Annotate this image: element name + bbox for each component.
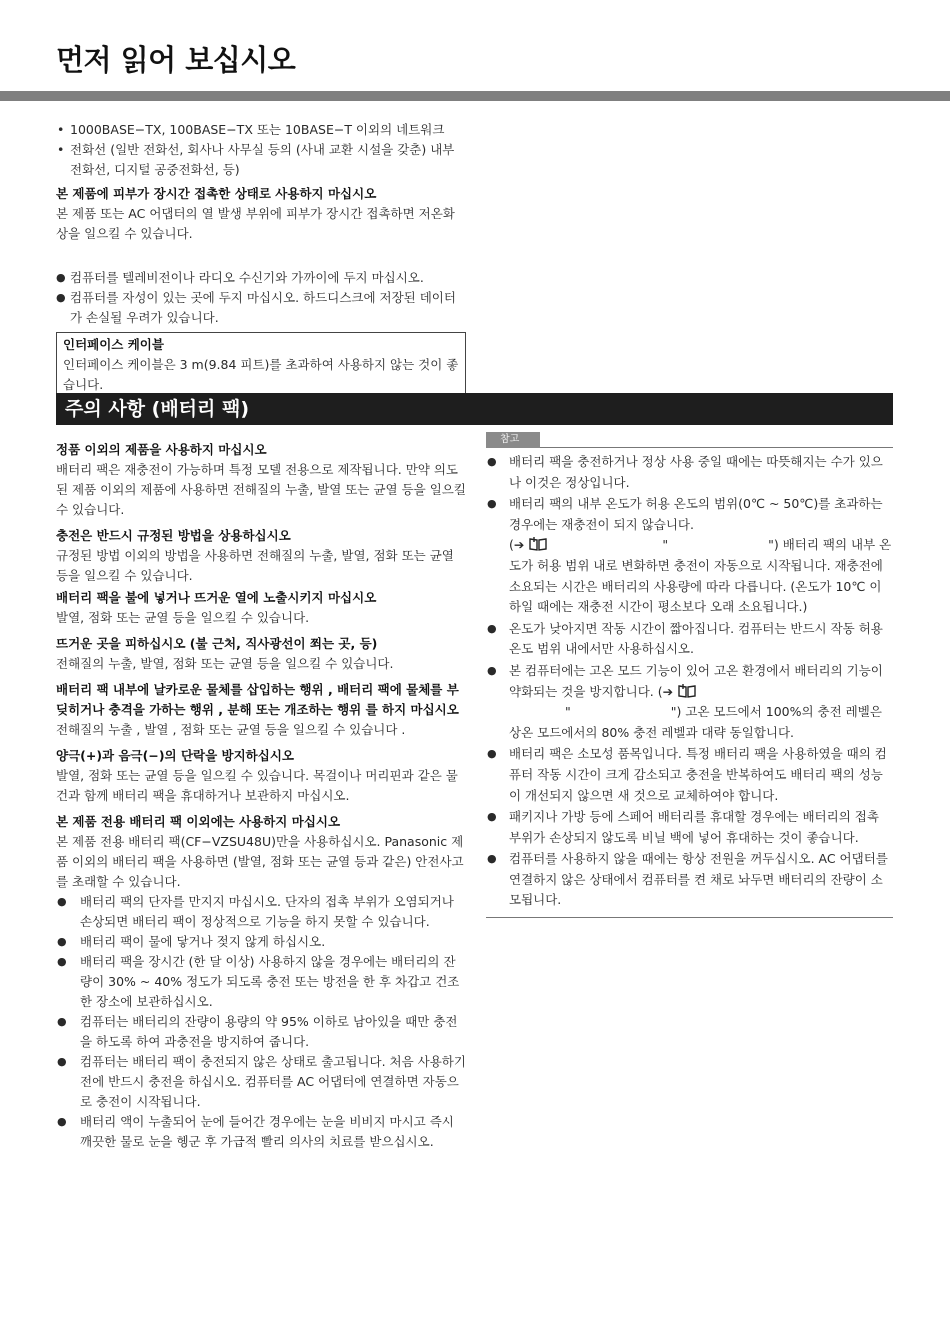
- list-item: ● 컴퓨터는 배터리 팩이 충전되지 않은 상태로 출고됩니다. 처음 사용하기 전에 반드시 충전을 하십시오. 컴퓨터를 AC 어댑터에 연결하면 자동으로 충전이 시작됩니다.: [56, 1052, 466, 1112]
- book-icon: [677, 684, 697, 698]
- ref-quote: ": [662, 537, 669, 553]
- list-item: ● 배터리 팩의 단자를 만지지 마십시오. 단자의 접촉 부위가 오염되거나 손상되면 배터리 팩이 정상적으로 기능을 하지 못할 수 있습니다.: [56, 892, 466, 932]
- note-header: [486, 432, 893, 448]
- list-item: ● 컴퓨터를 텔레비전이나 라디오 수신기와 가까이에 두지 마십시오.: [56, 268, 466, 288]
- note-list: [486, 452, 893, 911]
- skin-heading: 본 제품에 피부가 장시간 접촉한 상태로 사용하지 마십시오: [56, 186, 377, 201]
- list-item: • 전화선 (일반 전화선, 회사나 사무실 등의 (사내 교환 시설을 갖춘) 내부 전화선, 디지털 공중전화선, 등): [56, 140, 466, 180]
- list-item: ● 컴퓨터는 배터리의 잔량이 용량의 약 95% 이하로 남아있을 때만 충전을 하도록 하여 과충전을 방지하여 줍니다.: [56, 1012, 466, 1052]
- item-text: 발열, 점화 또는 균열 등을 일으킬 수 있습니다.: [56, 610, 310, 625]
- interface-cable-box: [56, 332, 466, 400]
- list-item: [486, 494, 893, 618]
- list-item: ● 컴퓨터를 사용하지 않을 때에는 항상 전원을 꺼두십시오. AC 어댑터를 연결하지 않은 상태에서 컴퓨터를 켠 채로 놔두면 배터리의 잔량이 소모됩니다.: [486, 849, 893, 911]
- list-item: ● 배터리 액이 누출되어 눈에 들어간 경우에는 눈을 비비지 마시고 즉시 깨끗한 물로 눈을 헹군 후 가급적 빨리 의사의 치료를 받으십시오.: [56, 1112, 466, 1152]
- ref-quote: "): [670, 704, 682, 720]
- left-column: [56, 438, 466, 1152]
- item-text: 전해질의 누출, 발열, 점화 또는 균열 등을 일으킬 수 있습니다.: [56, 656, 394, 671]
- item-heading: 충전은 반드시 규정된 방법을 상용하십시오: [56, 528, 291, 543]
- list-item: ● 배터리 팩을 충전하거나 정상 사용 중일 때에는 따뜻해지는 수가 있으나 이것은 정상입니다.: [486, 452, 893, 493]
- item-heading: 배터리 팩 내부에 날카로운 물체를 삽입하는 행위 , 배터리 팩에 물체를 부딪히거나 충격을 가하는 행위 , 분해 또는 개조하는 행위 를 하지 마십시오: [56, 682, 459, 717]
- note-tag: 참고: [486, 432, 540, 448]
- note-text: 배터리 팩의 내부 온도가 허용 범위 내로 변화하면 충전이 자동으로 시작됩니다. 재충전에 소요되는 시간은 배터리의 사용량에 따라 다릅니다. (온도가 10℃ 이하일 때에는 재충전 시간이 평소보다 오래 소요됩니다.): [509, 537, 892, 615]
- note-text: 본 컴퓨터에는 고온 모드 기능이 있어 고온 환경에서 배터리의 기능이 약화되는 것을 방지합니다.: [509, 662, 883, 699]
- list-item: ● 배터리 팩이 물에 닿거나 젖지 않게 하십시오.: [56, 932, 466, 952]
- ref-arrow: (➔: [657, 683, 674, 699]
- item-text: 전해질의 누출 , 발열 , 점화 또는 균열 등을 일으킬 수 있습니다 .: [56, 722, 406, 737]
- placement-list: [56, 268, 466, 328]
- ref-arrow: (➔: [509, 537, 525, 553]
- note-text: 고온 모드에서 100%의 충전 레벨은 상온 모드에서의 80% 충전 레벨과 대략 동일합니다.: [509, 704, 882, 740]
- box-text: 인터페이스 케이블은 3 m(9.84 피트)를 초과하여 사용하지 않는 것이 좋습니다.: [63, 357, 459, 392]
- network-list: [56, 120, 466, 180]
- item-heading: 뜨거운 곳을 피하십시오 (불 근처, 직사광선이 쬐는 곳, 등): [56, 636, 378, 651]
- battery-bullet-list: [56, 892, 466, 1152]
- ref-quote: ": [565, 704, 571, 720]
- list-item: • 1000BASE−TX, 100BASE−TX 또는 10BASE−T 이외의 네트워크: [56, 120, 466, 140]
- section-title: 주의 사항 (배터리 팩): [56, 393, 893, 425]
- list-item: ● 온도가 낮아지면 작동 시간이 짧아집니다. 컴퓨터는 반드시 작동 허용온도 범위 내에서만 사용하십시오.: [486, 619, 893, 660]
- item-text: 배터리 팩은 재충전이 가능하며 특정 모델 전용으로 제작됩니다. 만약 의도된 제품 이외의 제품에 사용하면 전해질의 누출, 발열 또는 균열 등을 일으킬 수 있습니다.: [56, 462, 466, 517]
- item-heading: 양극(+)과 음극(−)의 단락을 방지하십시오: [56, 748, 294, 763]
- list-item: [486, 661, 893, 743]
- note-text: 배터리 팩의 내부 온도가 허용 온도의 범위(0℃ ~ 50℃)를 초과하는 경우에는 재충전이 되지 않습니다.: [509, 496, 883, 532]
- box-title: 인터페이스 케이블: [63, 337, 164, 352]
- ref-quote: "): [768, 537, 779, 553]
- list-item: ● 컴퓨터를 자성이 있는 곳에 두지 마십시오. 하드디스크에 저장된 데이터가 손실될 우려가 있습니다.: [56, 288, 466, 328]
- book-icon: [528, 537, 548, 551]
- skin-text: 본 제품 또는 AC 어댑터의 열 발생 부위에 피부가 장시간 접촉하면 저온화상을 일으킬 수 있습니다.: [56, 206, 455, 241]
- item-text: 본 제품 전용 배터리 팩(CF−VZSU48U)만을 사용하십시오. Panasonic 제품 이외의 배터리 팩을 사용하면 (발열, 점화 또는 균열 등과 같은) 안전사고를 초래할 수 있습니다.: [56, 834, 464, 889]
- item-heading: 본 제품 전용 배터리 팩 이외에는 사용하지 마십시오: [56, 814, 341, 829]
- list-item: ● 배터리 팩을 장시간 (한 달 이상) 사용하지 않을 경우에는 배터리의 잔량이 30% ~ 40% 정도가 되도록 충전 또는 방전을 한 후 차갑고 건조한 장소에 보관하십시오.: [56, 952, 466, 1012]
- note-footer-rule: [486, 917, 893, 918]
- item-heading: 정품 이외의 제품을 사용하지 마십시오: [56, 442, 267, 457]
- list-item: ● 배터리 팩은 소모성 품목입니다. 특정 배터리 팩을 사용하였을 때의 컴퓨터 작동 시간이 크게 감소되고 충전을 반복하여도 배터리 팩의 성능이 개선되지 않으면 새 것으로 교체하여야 합니다.: [486, 744, 893, 806]
- item-heading: 배터리 팩을 불에 넣거나 뜨거운 열에 노출시키지 마십시오: [56, 590, 377, 605]
- top-left-column: [56, 120, 466, 400]
- item-text: 규정된 방법 이외의 방법을 사용하면 전해질의 누출, 발열, 점화 또는 균열 등을 일으킬 수 있습니다.: [56, 548, 454, 583]
- right-column: [486, 432, 893, 918]
- item-text: 발열, 점화 또는 균열 등을 일으킬 수 있습니다. 목걸이나 머리핀과 같은 물건과 함께 배터리 팩을 휴대하거나 보관하지 마십시오.: [56, 768, 458, 803]
- list-item: ● 패키지나 가방 등에 스페어 배터리를 휴대할 경우에는 배터리의 접촉 부위가 손상되지 않도록 비닐 백에 넣어 휴대하는 것이 좋습니다.: [486, 807, 893, 848]
- title-divider-bar: [0, 91, 950, 101]
- page-title: 먼저 읽어 보십시오: [56, 43, 296, 77]
